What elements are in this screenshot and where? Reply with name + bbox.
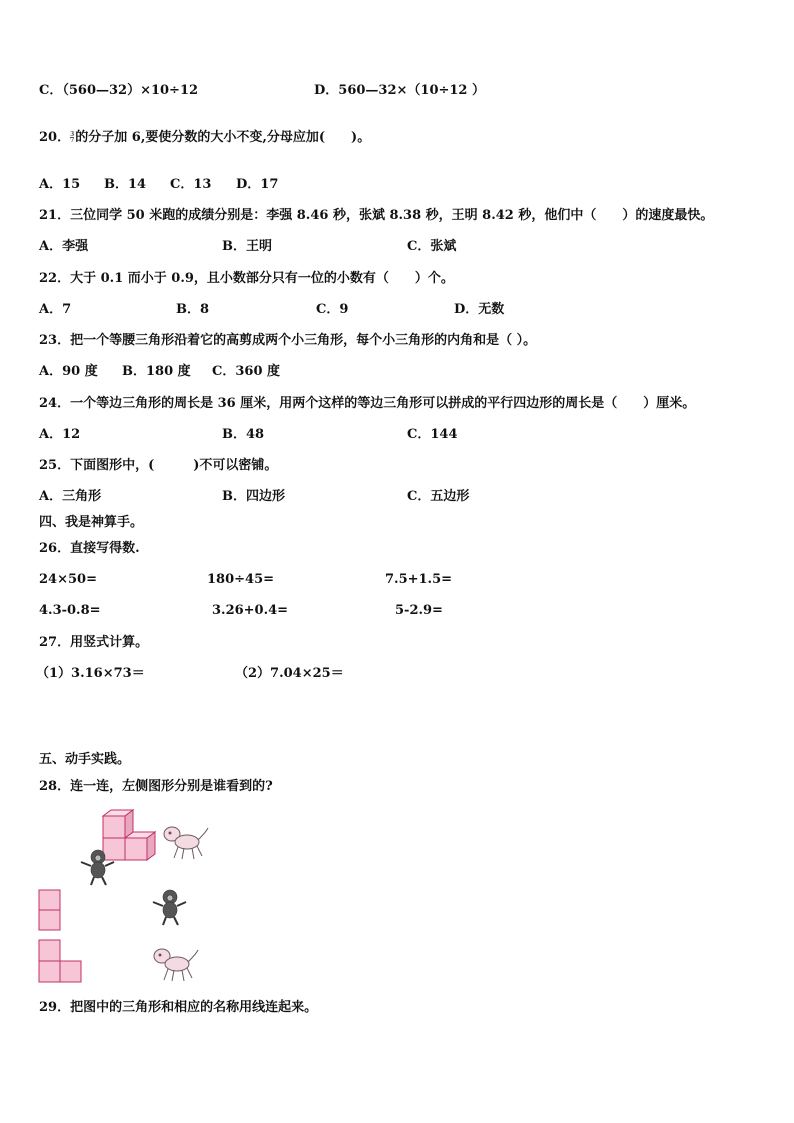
q27-item-2: （2）7.04×25＝ [235,666,344,681]
q23-option-a: A．90 度 [39,364,98,379]
question-20 [39,130,370,146]
question-23: 23．把一个等腰三角形沿着它的高剪成两个小三角形，每个小三角形的内角和是（ ）。 [39,333,537,348]
q26-expr-3: 7.5+1.5= [385,572,453,587]
q21-option-a: A．李强 [39,239,89,254]
q19-option-d: D．560—32×（10÷12 ） [314,83,485,98]
question-number: 20． [39,130,71,145]
monkey-icon [78,848,118,886]
q25-option-b: B．四边形 [222,489,285,504]
view-l-shape [38,939,84,985]
question-text: 的分子加 6,要使分数的大小不变,分母应加( )。 [75,130,371,145]
q20-option-c: C．13 [170,177,212,192]
q22-option-c: C．9 [316,302,349,317]
question-21: 21．三位同学 50 米跑的成绩分别是：李强 8.46 秒，张斌 8.38 秒，王明 8.42 秒，他们中（ ）的速度最快。 [39,208,714,223]
view-two-squares [38,889,62,933]
q24-option-b: B．48 [222,427,265,442]
question-24: 24．一个等边三角形的周长是 36 厘米，用两个这样的等边三角形可以拼成的平行四边形的周长是（ ）厘米。 [39,396,696,411]
q22-option-b: B．8 [176,302,210,317]
q19-option-c: C．（560—32）×10÷12 [39,83,199,98]
q20-option-a: A．15 [39,177,81,192]
q24-option-c: C．144 [407,427,458,442]
dog-icon [160,822,210,862]
q26-expr-5: 3.26+0.4= [212,603,289,618]
question-25: 25．下面图形中，( )不可以密铺。 [39,458,278,473]
section-4-heading: 四、我是神算手。 [39,515,144,530]
q25-option-a: A．三角形 [39,489,102,504]
question-22: 22．大于 0.1 而小于 0.9，且小数部分只有一位的小数有（ ）个。 [39,271,454,286]
q23-option-c: C．360 度 [212,364,281,379]
q20-option-b: B．14 [104,177,147,192]
q24-option-a: A．12 [39,427,81,442]
section-5-heading: 五、动手实践。 [39,752,131,767]
q26-expr-4: 4.3-0.8= [39,603,101,618]
q26-expr-2: 180÷45= [207,572,275,587]
fraction: $\frac{3}{7}$ [70,131,75,144]
dog-icon [150,944,200,984]
q21-option-c: C．张斌 [407,239,457,254]
q22-option-a: A．7 [39,302,72,317]
question-27: 27．用竖式计算。 [39,635,149,650]
q26-expr-1: 24×50= [39,572,97,587]
question-26: 26．直接写得数. [39,541,140,556]
q20-option-d: D．17 [236,177,279,192]
monkey-icon [150,888,190,926]
q25-option-c: C．五边形 [407,489,470,504]
question-29: 29．把图中的三角形和相应的名称用线连起来。 [39,1000,318,1015]
q27-item-1: （1）3.16×73＝ [36,666,145,681]
q26-expr-6: 5-2.9= [395,603,443,618]
question-28: 28．连一连，左侧图形分别是谁看到的? [39,779,273,794]
q23-option-b: B．180 度 [122,364,191,379]
q22-option-d: D．无数 [454,302,505,317]
q21-option-b: B．王明 [222,239,272,254]
